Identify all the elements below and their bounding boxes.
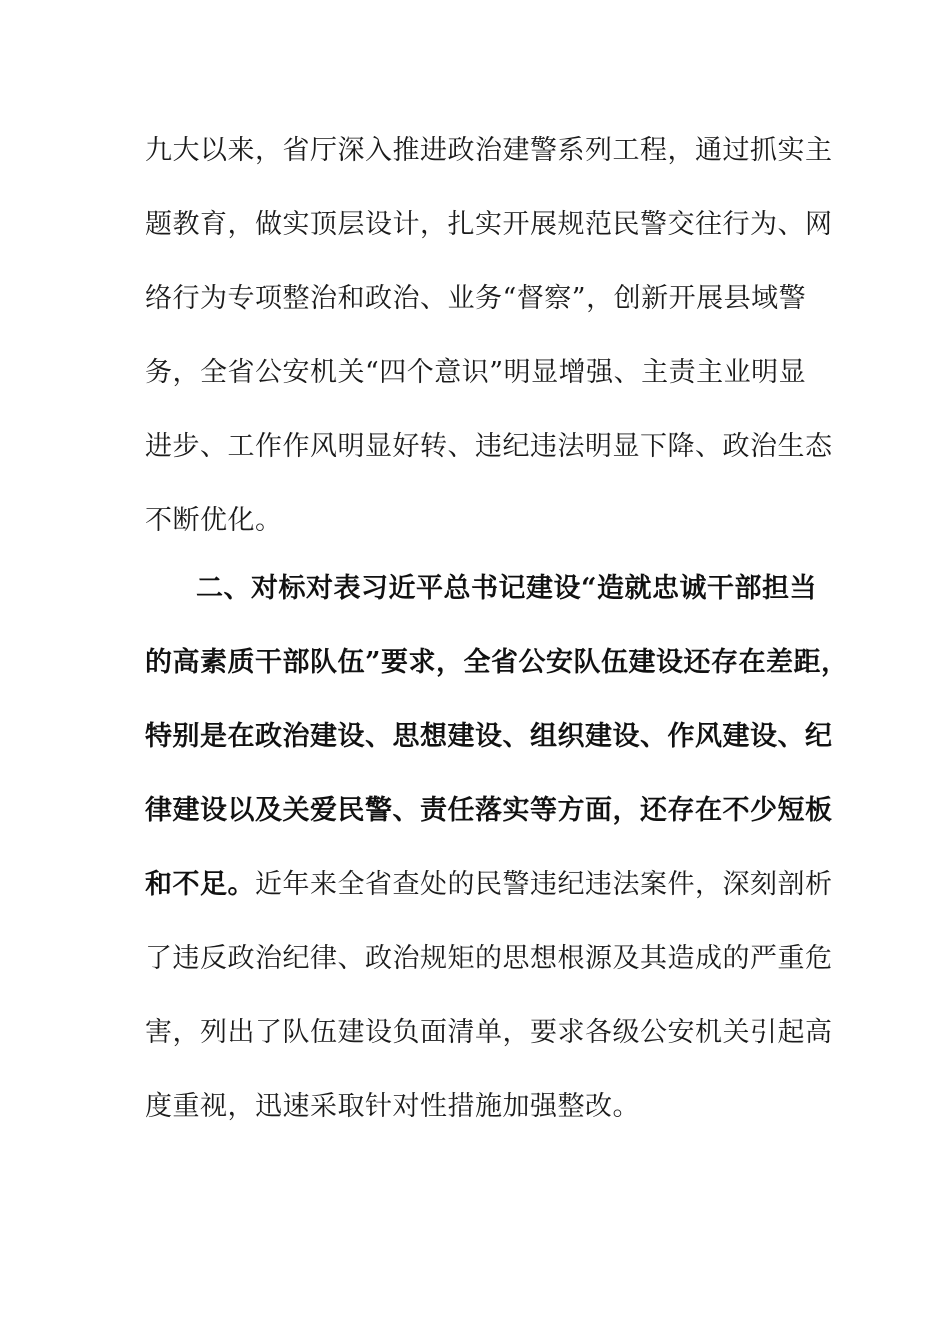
paragraph-line: 务，全省公安机关“四个意识”明显增强、主责主业明显 <box>145 357 807 388</box>
paragraph-line: 九大以来，省厅深入推进政治建警系列工程，通过抓实主 <box>145 135 833 166</box>
paragraph-line: 了违反政治纪律、政治规矩的思想根源及其造成的严重危 <box>145 943 833 974</box>
section-heading-line: 特别是在政治建设、思想建设、组织建设、作风建设、纪 <box>145 721 833 752</box>
bold-segment: 和不足。 <box>145 869 255 900</box>
paragraph-line: 害，列出了队伍建设负面清单，要求各级公安机关引起高 <box>145 1017 833 1048</box>
paragraph-line: 不断优化。 <box>145 505 283 536</box>
paragraph-line: 度重视，迅速采取针对性措施加强整改。 <box>145 1091 640 1122</box>
mixed-paragraph-line <box>145 865 833 905</box>
paragraph-line: 络行为专项整治和政治、业务“督察”，创新开展县域警 <box>145 283 807 314</box>
section-heading-line: 二、对标对表习近平总书记建设“造就忠诚干部担当 <box>196 573 818 604</box>
paragraph-line: 进步、工作作风明显好转、违纪违法明显下降、政治生态 <box>145 431 833 462</box>
paragraph-line: 题教育，做实顶层设计，扎实开展规范民警交往行为、网 <box>145 209 833 240</box>
section-heading-line: 律建设以及关爱民警、责任落实等方面，还存在不少短板 <box>145 795 833 826</box>
section-heading-line: 的高素质干部队伍”要求，全省公安队伍建设还存在差距， <box>145 647 849 678</box>
normal-segment: 近年来全省查处的民警违纪违法案件，深刻剖析 <box>255 869 833 900</box>
